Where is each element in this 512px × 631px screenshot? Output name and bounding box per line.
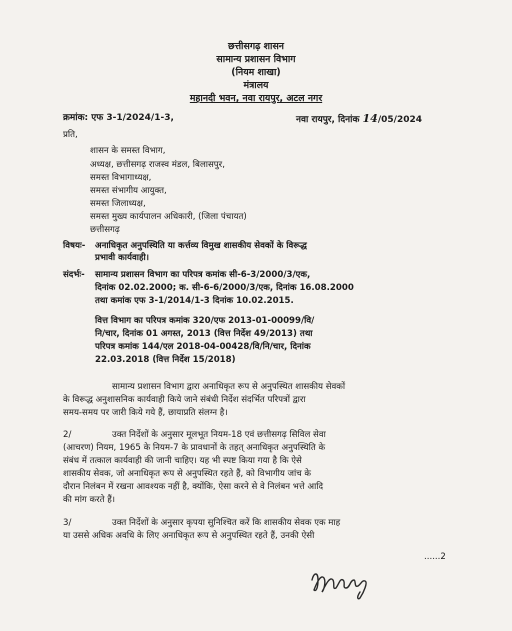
paragraph-1-line: सामान्य प्रशासन विभाग द्वारा अनाधिकृत रूप से अनुपस्थित शासकीय सेवकों — [112, 382, 346, 392]
header-address: महानदी भवन, नवा रायपुर, अटल नगर — [189, 93, 323, 104]
signature-image — [308, 566, 378, 602]
paragraph-2-line: संबंध में तत्काल कार्यवाही की जानी चाहिए। यह भी स्पष्ट किया गया है कि ऐसे — [63, 456, 302, 466]
reference-line: दिनांक 02.02.2000; क. सी-6-6/2000/3/एक, दिनांक 16.08.2000 — [95, 283, 354, 293]
recipient: समस्त मुख्य कार्यपालन अधिकारी, (जिला पंचायत) — [90, 212, 247, 222]
letter-number: क्रमांक: एफ 3-1/2024/1-3, — [63, 113, 174, 123]
reference-line: नि/चार, दिनांक 01 अगस्त, 2013 (वित्त निर्देश 49/2013) तथा — [95, 329, 313, 339]
paragraph-3-line: या उससे अधिक अवधि के लिए अनाधिकृत रूप से अनुपस्थित रहते हैं, उनकी ऐसी — [63, 531, 315, 541]
paragraph-2-line: दौरान निलंबन में रखना आवश्यक नहीं है, क्योंकि, ऐसा करने से वे निलंबन भत्ते आदि — [63, 482, 324, 492]
paragraph-2-line: शासकीय सेवक, जो अनाधिकृत रूप से अनुपस्थित रहते हैं, को विभागीय जांच के — [63, 469, 312, 479]
paragraph-2-number: 2/ — [63, 430, 72, 440]
paragraph-2-line: (आचरण) नियम, 1965 के नियम-7 के प्रावधानों के तहत् अनाधिकृत अनुपस्थिति के — [63, 443, 326, 453]
header-department: सामान्य प्रशासन विभाग — [216, 54, 296, 65]
reference-line: वित्त विभाग का परिपत्र कमांक 320/एफ 2013-01-00099/वि/ — [95, 316, 315, 326]
recipient: छत्तीसगढ़ — [90, 225, 120, 235]
header-government: छत्तीसगढ़ शासन — [228, 41, 284, 52]
reference-line: तथा कमांक एफ 3-1/2014/1-3 दिनांक 10.02.2015. — [95, 296, 294, 306]
reference-line: परिपत्र कमांक 144/एल 2018-04-00428/वि/नि/चार, दिनांक — [95, 342, 311, 352]
date-month-year: /05/2024 — [377, 115, 422, 125]
letter-date — [296, 113, 422, 126]
reference-line: सामान्य प्रशासन विभाग का परिपत्र कमांक सी-6-3/2000/3/एक, — [95, 270, 311, 280]
paragraph-3-number: 3/ — [63, 518, 72, 528]
paragraph-1-line: के विरूद्ध अनुशासनिक कार्यवाही किये जाने संबंधी निर्देश संदर्भित परिपत्रों द्वारा — [63, 395, 306, 405]
recipient: शासन के समस्त विभाग, — [90, 146, 166, 156]
subject-line: प्रभावी कार्यवाही। — [95, 253, 150, 263]
subject-label: विषयः- — [63, 241, 86, 251]
paragraph-2-line: की मांग करते हैं। — [63, 495, 116, 505]
subject-line: अनाधिकृत अनुपस्थिति या कर्त्तव्य विमुख शासकीय सेवकों के विरूद्ध — [95, 241, 307, 251]
paragraph-2-line: उक्त निर्देशों के अनुसार मूलभूत नियम-18 एवं छत्तीसगढ़ सिविल सेवा — [112, 430, 326, 440]
reference-line: 22.03.2018 (वित्त निर्देश 15/2018) — [95, 355, 236, 365]
header-branch: (नियम शाखा) — [231, 67, 281, 78]
header-ministry: मंत्रालय — [243, 80, 269, 91]
to-label: प्रति, — [63, 130, 78, 140]
recipient: अध्यक्ष, छत्तीसगढ़ राजस्व मंडल, बिलासपुर, — [90, 160, 225, 170]
reference-label: संदर्भः- — [63, 270, 85, 280]
paragraph-3-line: उक्त निर्देशों के अनुसार कृपया सुनिश्चित करें कि शासकीय सेवक एक माह — [112, 518, 341, 528]
date-handwritten-day: 14 — [362, 112, 378, 125]
date-place: नवा रायपुर, दिनांक — [296, 115, 360, 125]
recipient: समस्त संभागीय आयुक्त, — [90, 186, 167, 196]
paragraph-1-line: समय-समय पर जारी किये गये हैं, छायाप्रति संलग्न है। — [63, 408, 228, 418]
continuation-marker: ......2 — [424, 552, 446, 562]
recipient: समस्त विभागाध्यक्ष, — [90, 173, 152, 183]
recipient: समस्त जिलाध्यक्ष, — [90, 199, 146, 209]
